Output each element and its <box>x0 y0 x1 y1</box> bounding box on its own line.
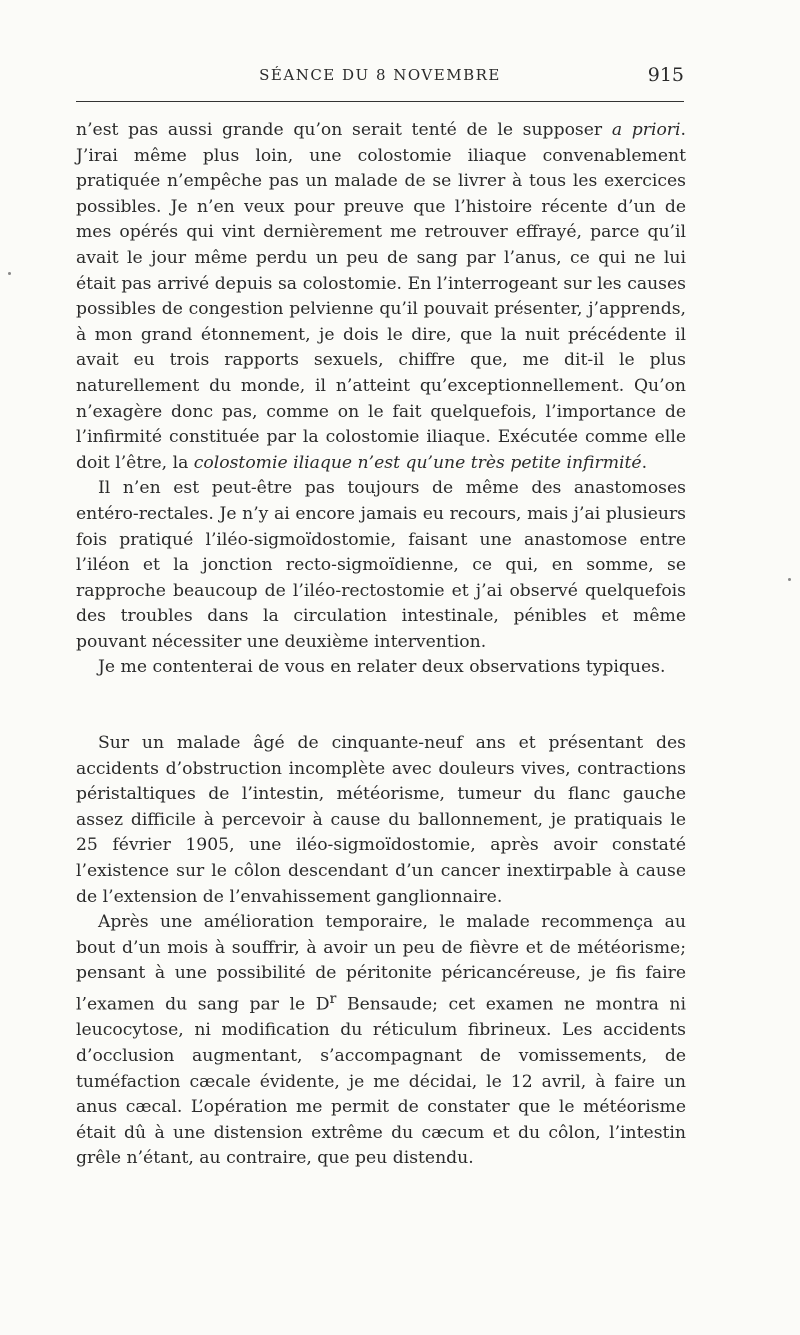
running-title: SÉANCE DU 8 NOVEMBRE <box>259 66 501 84</box>
paragraph: Je me contenterai de vous en relater deux observations typiques. <box>98 657 666 678</box>
superscript: r <box>329 991 337 1007</box>
page-number: 915 <box>647 64 684 86</box>
paragraph: Sur un malade âgé de cinquante-neuf ans et présentant des accidents d’obstruction incomplète avec douleurs vives, contractions péristaltiques de l’intestin, météorisme, tumeur du flanc gauche assez difficile à percevoir à cause du ballonnement, je pratiquais le 25 février 1905, une iléo-sigmoïdostomie, après avoir constaté l’existence sur le côlon descendant d’un cancer inextirpable à cause de l’extension de l’envahissement ganglionnaire. <box>76 733 686 907</box>
speck <box>8 272 11 275</box>
text-segment: . J’irai même plus loin, une colostomie iliaque convenablement pratiquée n’empêche pas un malade de se livrer à tous les exercices possibles. Je n’en veux pour preuve que l’histoire récente d’un de mes opérés qui vint dernièrement me retrouver effrayé, parce qu’il avait le jour même perdu un peu de sang par l’anus, ce qui ne lui était pas arrivé depuis sa colostomie. En l’interrogeant sur les causes possibles de congestion pelvienne qu’il pouvait présenter, j’apprends, à mon grand étonnement, je dois le dire, que la nuit précédente il avait eu trois rapports sexuels, chiffre que, me dit-il le plus naturellement du monde, il n’atteint qu’exceptionnellement. Qu’on n’exagère donc pas, comme on le fait quelquefois, l’importance de l’infirmité constituée par la colostomie iliaque. Exécutée comme elle doit l’être, la <box>76 120 686 473</box>
text-segment: Après une amélioration temporaire, le malade recommença au bout d’un mois à souffrir, à avoir un peu de fièvre et de météorisme; pensant à une possibilité de péritonite péricancéreuse, je fis faire l’examen du sang par le D <box>76 912 686 1015</box>
text-segment: n’est pas aussi grande qu’on serait tenté de le supposer <box>76 120 612 140</box>
italic-phrase: a priori <box>611 120 681 140</box>
page-header <box>76 66 684 96</box>
italic-phrase: colostomie iliaque n’est qu’une très petite infirmité <box>193 452 642 473</box>
paragraph: Il n’en est peut-être pas toujours de même des anastomoses entéro-rectales. Je n’y ai encore jamais eu recours, mais j’ai plusieurs fois pratiqué l’iléo-sigmoïdostomie, faisant une anastomose entre l’iléon et la jonction recto-sigmoïdienne, ce qui, en somme, se rapproche beaucoup de l’iléo-rectostomie et j’ai observé quelquefois des troubles dans la circulation intestinale, pénibles et même pouvant nécessiter une deuxième intervention. <box>76 478 686 652</box>
header-rule <box>76 101 684 102</box>
speck <box>788 578 791 581</box>
paragraph <box>76 118 686 476</box>
paragraph <box>76 910 686 1172</box>
text-segment: . <box>641 452 648 473</box>
body-text <box>76 118 686 1172</box>
text-segment: Bensaude; cet examen ne montra ni leucocytose, ni modification du réticulum fibrineux. Les accidents d’occlusion augmentant, s’accompagnant de vomissements, de tuméfaction cæcale évidente, je me décidai, le 12 avril, à faire un anus cæcal. L’opération me permit de constater que le météorisme était dû à une distension extrême du cæcum et du côlon, l’intestin grêle n’étant, au contraire, que peu distendu. <box>76 994 686 1169</box>
